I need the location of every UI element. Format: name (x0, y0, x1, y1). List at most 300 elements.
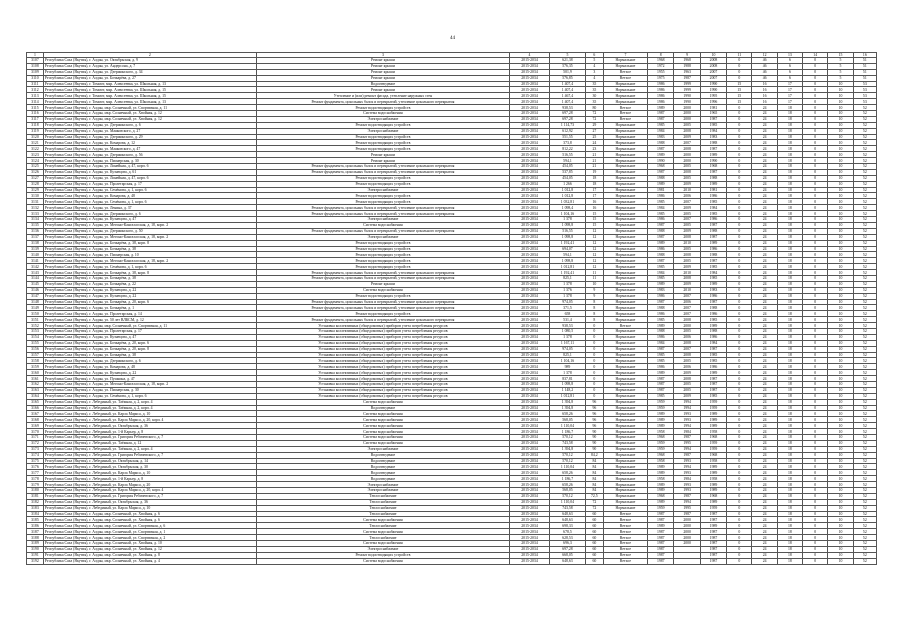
table-cell: 3141 (27, 258, 44, 264)
table-cell: 2015-2034 (509, 370, 549, 376)
table-cell: 24 (752, 541, 777, 547)
table-cell: Нормальное (603, 140, 647, 146)
table-cell: 1959 (648, 505, 674, 511)
table-cell: Республика Саха (Якутия), г. Алдан, ул. Бочкарёва, д. 38 (43, 352, 256, 358)
table-cell: 697,28 (550, 111, 586, 117)
table-cell: 24 (752, 175, 777, 181)
table-cell: 24 (752, 535, 777, 541)
table-cell: 0 (803, 305, 828, 311)
table-cell: 5 (828, 69, 853, 75)
table-cell: 0 (585, 358, 603, 364)
table-cell: Ремонт крыши (256, 69, 509, 75)
table-cell: Нормальное (603, 217, 647, 223)
table-cell: 10 (828, 505, 853, 511)
table-cell: 24 (752, 517, 777, 523)
table-cell: 18 (777, 523, 802, 529)
table-cell: 0 (803, 482, 828, 488)
table-cell: 2005 (674, 122, 700, 128)
table-cell: 24 (752, 523, 777, 529)
table-cell: 18 (777, 446, 802, 452)
table-cell: 24 (752, 305, 777, 311)
table-cell: 18 (777, 228, 802, 234)
table-cell: 1989 (648, 488, 674, 494)
table-cell: 0 (803, 299, 828, 305)
table-cell: 0 (727, 370, 752, 376)
table-cell: 52 (853, 493, 876, 499)
table-cell: 2008 (674, 317, 700, 323)
table-cell: 1 098,4 (550, 205, 586, 211)
table-cell: 0 (803, 458, 828, 464)
table-cell: 0 (727, 69, 752, 75)
table-cell: 46 (752, 58, 777, 64)
table-cell: Утепление и (или) ремонт фасада, утепление наружных стен (256, 93, 509, 99)
table-cell: Нормальное (603, 317, 647, 323)
table-cell: 1985 (700, 275, 726, 281)
table-cell: 1989 (700, 488, 726, 494)
table-cell: 1986 (648, 246, 674, 252)
table-cell: 5 (828, 75, 853, 81)
table-cell: 2007 (674, 305, 700, 311)
table-cell: Республика Саха (Якутия), г. Алдан, ул. Комарова, д. 12 (43, 140, 256, 146)
table-cell: 0 (803, 535, 828, 541)
table-cell: 0 (727, 440, 752, 446)
table-cell: 2015-2034 (509, 411, 549, 417)
table-cell: 0 (727, 328, 752, 334)
table-cell: 5 (828, 63, 853, 69)
table-cell: 0 (727, 376, 752, 382)
table-cell: 10 (828, 334, 853, 340)
table-cell: Ремонт водоотводящих устройств (256, 193, 509, 199)
table-cell: Республика Саха (Якутия), г. Алдан, ул. Комарова, д. 48 (43, 364, 256, 370)
table-cell: 52 (853, 387, 876, 393)
table-cell: 3152 (27, 323, 44, 329)
table-cell: 0 (727, 152, 752, 158)
table-cell: Водоотведение (256, 81, 509, 87)
table-cell: 2005 (674, 246, 700, 252)
table-cell: 80 (585, 105, 603, 111)
table-cell: 2000 (674, 323, 700, 329)
table-cell: Нормальное (603, 452, 647, 458)
table-cell: Республика Саха (Якутия), г. Алдан, ул. Кузнецова, д. 61 (43, 169, 256, 175)
table-cell: Установка коллективных (общедомовых) приборов учета потребления ресурсов (256, 370, 509, 376)
table-cell: 24 (752, 470, 777, 476)
table-cell: Ремонт водоотводящих устройств (256, 175, 509, 181)
table-cell: 11 (585, 275, 603, 281)
table-cell: 0 (727, 517, 752, 523)
table-cell: 1984 (648, 270, 674, 276)
table-cell: Ремонт фундамента, цокольных балок и перекрытий, утепление цокольного перекрытия (256, 228, 509, 234)
table-cell: 1 104,16 (550, 358, 586, 364)
table-cell: 18 (777, 476, 802, 482)
table-cell: 2008 (674, 146, 700, 152)
table-cell: 0 (727, 105, 752, 111)
table-cell: 1 407,4 (550, 81, 586, 87)
table-cell: Республика Саха (Якутия), г. Алдан, ул. Дзержинского, д. 34 (43, 69, 256, 75)
table-cell: Республика Саха (Якутия), г. Алдан, ул. Бочкарёва, д. 38, корп. 8 (43, 240, 256, 246)
table-cell: 2015-2034 (509, 423, 549, 429)
table-cell: 1 110,04 (550, 464, 586, 470)
table-cell: 1958 (648, 458, 674, 464)
table-cell: 576,35 (550, 63, 586, 69)
table-cell: 2007 (674, 293, 700, 299)
table-cell: 1994 (674, 405, 700, 411)
table-cell: 52 (853, 470, 876, 476)
table-cell: 1988 (700, 140, 726, 146)
table-cell: 0 (803, 281, 828, 287)
table-cell: 2015-2034 (509, 222, 549, 228)
table-cell: 52 (853, 146, 876, 152)
table-cell: 2015-2034 (509, 63, 549, 69)
table-cell: Система водоснабжения (256, 517, 509, 523)
table-cell: 52 (853, 187, 876, 193)
table-cell: 1989 (648, 240, 674, 246)
table-cell: Нормальное (603, 493, 647, 499)
table-cell: 3132 (27, 205, 44, 211)
table-cell: Теплоснабжение (256, 535, 509, 541)
table-cell: 0 (803, 116, 828, 122)
table-cell: 52 (853, 311, 876, 317)
table-cell: Республика Саха (Якутия), г. Алдан, ул. Семёнова, д. 1, корп. 6 (43, 199, 256, 205)
table-cell: 10 (828, 211, 853, 217)
table-cell: Ремонт фундамента, цокольных балок и перекрытий, утепление цокольного перекрытия (256, 164, 509, 170)
table-cell: 3160 (27, 370, 44, 376)
table-cell: 10 (828, 122, 853, 128)
table-cell: 52 (853, 399, 876, 405)
table-cell: 621,38 (550, 58, 586, 64)
table-cell: 10 (828, 399, 853, 405)
table-cell: 2015-2034 (509, 175, 549, 181)
table-cell: Республика Саха (Якутия), г. Алдан, ул. Семёнова, д. 1, корп. 6 (43, 187, 256, 193)
table-cell: Нормальное (603, 346, 647, 352)
table-cell: 18 (777, 546, 802, 552)
table-cell: 2015-2034 (509, 205, 549, 211)
table-cell: 1959 (648, 399, 674, 405)
table-cell: 2015-2034 (509, 417, 549, 423)
table-cell: 1985 (700, 264, 726, 270)
table-cell: 53 (853, 93, 876, 99)
table-cell: 1959 (700, 405, 726, 411)
table-cell: 0 (727, 293, 752, 299)
table-cell: 2015-2034 (509, 399, 549, 405)
table-cell: 10 (828, 99, 853, 105)
table-cell: 1987 (648, 517, 674, 523)
table-cell: 2015-2034 (509, 287, 549, 293)
table-cell: 0 (803, 264, 828, 270)
table-cell: 1983 (648, 134, 674, 140)
table-cell: 3149 (27, 305, 44, 311)
table-cell: 52 (853, 240, 876, 246)
table-cell: 2015-2034 (509, 440, 549, 446)
table-cell: 2005 (674, 222, 700, 228)
table-cell: 1 376 (550, 287, 586, 293)
table-cell: 2007 (674, 311, 700, 317)
table-cell: 17 (585, 193, 603, 199)
table-cell: 10 (828, 87, 853, 93)
table-cell: 60 (585, 546, 603, 552)
table-cell: 1987 (700, 234, 726, 240)
table-cell: 52 (853, 417, 876, 423)
table-cell: 52 (853, 517, 876, 523)
table-cell: 52 (853, 523, 876, 529)
table-cell: 18 (777, 328, 802, 334)
table-cell: 12 (585, 246, 603, 252)
table-cell: 1988 (700, 228, 726, 234)
table-cell: 0 (727, 264, 752, 270)
table-cell: 10 (828, 435, 853, 441)
table-cell: 3109 (27, 69, 44, 75)
table-cell: 52 (853, 482, 876, 488)
table-cell: 52 (853, 258, 876, 264)
table-cell: 24 (752, 552, 777, 558)
table-cell: 15 (585, 222, 603, 228)
table-cell: Нормальное (603, 146, 647, 152)
table-cell: 0 (727, 552, 752, 558)
table-cell: 52 (853, 423, 876, 429)
table-cell: Ремонт крыши (256, 63, 509, 69)
table-cell: 18 (777, 411, 802, 417)
table-cell: 0 (727, 116, 752, 122)
table-cell: 3117 (27, 116, 44, 122)
table-cell: 1975 (648, 75, 674, 81)
table-cell: 10 (828, 482, 853, 488)
table-cell: 1985 (648, 352, 674, 358)
table-cell: 3112 (27, 87, 44, 93)
table-cell: Нормальное (603, 429, 647, 435)
table-cell: 0 (803, 58, 828, 64)
table-cell: 10 (828, 470, 853, 476)
table-cell: 10 (828, 205, 853, 211)
table-cell: Нормальное (603, 281, 647, 287)
table-cell: Нормальное (603, 252, 647, 258)
table-cell: 18 (585, 175, 603, 181)
table-cell: 6 (777, 69, 802, 75)
table-cell: 1989 (648, 281, 674, 287)
table-cell: 2015-2034 (509, 281, 549, 287)
table-cell: Республика Саха (Якутия), г. Лебединый, ул. Григория Ребичевского, д. 7 (43, 452, 256, 458)
table-cell: 1993 (674, 458, 700, 464)
column-header: 9 (674, 53, 700, 58)
table-cell: 1 098,8 (550, 234, 586, 240)
table-cell: 96 (585, 411, 603, 417)
table-cell: 52 (853, 546, 876, 552)
table-cell: 10 (828, 458, 853, 464)
table-cell: Республика Саха (Якутия), г. Алдан, ул. Линейная, д. 47, корп. 6 (43, 164, 256, 170)
table-cell: Республика Саха (Якутия), г. Алдан, ул. Комарова, д. 48 (43, 193, 256, 199)
table-cell: 10 (828, 140, 853, 146)
table-cell: 0 (803, 240, 828, 246)
table-cell: 2008 (674, 275, 700, 281)
table-cell: Электроснабжение (256, 234, 509, 240)
table-cell: 0 (727, 393, 752, 399)
table-cell: Нормальное (603, 93, 647, 99)
table-cell: Ремонт водоотводящих устройств (256, 105, 509, 111)
table-cell: 52 (853, 164, 876, 170)
table-cell: Ветхое (603, 517, 647, 523)
table-cell: 2007 (700, 69, 726, 75)
table-cell: 1 192,41 (550, 240, 586, 246)
table-cell: 10 (828, 81, 853, 87)
table-cell: 24 (752, 558, 777, 564)
table-cell: 18 (777, 352, 802, 358)
table-cell: 29 (585, 122, 603, 128)
table-cell: 2015-2034 (509, 246, 549, 252)
table-cell: 0 (803, 488, 828, 494)
table-cell: 10 (828, 417, 853, 423)
table-cell: 2015-2034 (509, 364, 549, 370)
table-cell: Нормальное (603, 476, 647, 482)
table-cell: 1 167,11 (550, 340, 586, 346)
table-cell: 0 (803, 358, 828, 364)
table-cell: 10 (828, 499, 853, 505)
table-cell: 18 (777, 346, 802, 352)
table-cell: Нормальное (603, 435, 647, 441)
table-cell: 0 (727, 299, 752, 305)
table-cell: 10 (828, 246, 853, 252)
table-cell: 21 (585, 152, 603, 158)
table-cell: 10 (828, 511, 853, 517)
table-cell: Ветхое (603, 523, 647, 529)
table-cell: 0 (803, 217, 828, 223)
table-cell: Нормальное (603, 58, 647, 64)
table-cell: 1989 (700, 281, 726, 287)
table-cell: Республика Саха (Якутия), г. Алдан, ул. Семёнова, д. 1, корп. 6 (43, 264, 256, 270)
table-cell: 3124 (27, 158, 44, 164)
table-cell: Нормальное (603, 264, 647, 270)
table-cell: 84,2 (585, 452, 603, 458)
table-cell: 3147 (27, 293, 44, 299)
table-cell: 1989 (700, 470, 726, 476)
table-cell: Нормальное (603, 405, 647, 411)
table-cell: 10 (828, 429, 853, 435)
table-cell: 2009 (674, 228, 700, 234)
table-cell: 23 (585, 146, 603, 152)
table-cell: 0 (727, 482, 752, 488)
table-cell: 18 (777, 435, 802, 441)
table-cell: 1989 (648, 411, 674, 417)
table-cell: 24 (752, 464, 777, 470)
table-cell: 10 (828, 270, 853, 276)
table-cell: 10 (828, 381, 853, 387)
table-cell: Ремонт водоотводящих устройств (256, 258, 509, 264)
table-cell: Водоотведение (256, 452, 509, 458)
table-cell: 1989 (700, 499, 726, 505)
table-cell: Республика Саха (Якутия), г. Алдан, мкр. Солнечный, ул. Спортивная, д. 1 (43, 529, 256, 535)
table-cell: 1985 (700, 358, 726, 364)
table-cell: Система водоснабжения (256, 287, 509, 293)
table-cell: 0 (727, 546, 752, 552)
table-cell: 1987 (700, 381, 726, 387)
table-cell: Ремонт водоотводящих устройств (256, 134, 509, 140)
table-cell: 0 (803, 399, 828, 405)
table-cell: 53 (853, 87, 876, 93)
table-cell: 0 (727, 476, 752, 482)
table-cell: 0 (727, 211, 752, 217)
table-cell: 0 (727, 275, 752, 281)
table-cell: 24 (752, 258, 777, 264)
table-cell: 2015-2034 (509, 505, 549, 511)
table-cell: 1987 (700, 511, 726, 517)
table-cell: 628,53 (550, 535, 586, 541)
table-cell: 18 (777, 111, 802, 117)
table-cell: 1984 (648, 340, 674, 346)
table-cell: 10 (828, 440, 853, 446)
table-cell: 1 114,73 (550, 122, 586, 128)
table-cell: 938,53 (550, 105, 586, 111)
table-cell: 648,63 (550, 517, 586, 523)
table-cell: 18 (777, 146, 802, 152)
table-cell: Система водоснабжения (256, 423, 509, 429)
table-cell: 1968 (648, 452, 674, 458)
table-cell: 1986 (648, 364, 674, 370)
table-cell: Нормальное (603, 299, 647, 305)
table-cell: 10 (828, 340, 853, 346)
table-cell: 0 (727, 429, 752, 435)
table-cell: 60 (585, 552, 603, 558)
table-cell: 3150 (27, 311, 44, 317)
table-cell: Установка коллективных (общедомовых) приборов учета потребления ресурсов (256, 334, 509, 340)
table-cell: 24 (752, 187, 777, 193)
table-cell: 0 (803, 75, 828, 81)
table-cell: Нормальное (603, 134, 647, 140)
table-cell: 10 (828, 287, 853, 293)
table-cell: 18 (777, 305, 802, 311)
table-cell: 18 (777, 340, 802, 346)
table-cell: Республика Саха (Якутия), г. Лебединый, ул. Октябрьская, д. 14 (43, 458, 256, 464)
table-cell: 51 (853, 75, 876, 81)
table-cell: 10 (828, 293, 853, 299)
table-cell: 18 (777, 499, 802, 505)
table-cell: Система водоснабжения (256, 435, 509, 441)
table-cell: 1990 (700, 158, 726, 164)
table-cell: Ремонт водоотводящих устройств (256, 240, 509, 246)
table-cell: 52 (853, 222, 876, 228)
table-cell: Республика Саха (Якутия), г. Лебединый, ул. Октябрьская, д. 36 (43, 423, 256, 429)
table-cell: 72 (585, 116, 603, 122)
table-cell: 0 (803, 187, 828, 193)
table-cell: 1987 (648, 376, 674, 382)
table-cell: 52 (853, 211, 876, 217)
table-cell: 0 (803, 99, 828, 105)
table-cell: 2015-2034 (509, 535, 549, 541)
table-cell: 3148 (27, 299, 44, 305)
table-cell: 24 (752, 405, 777, 411)
table-cell: Электроснабжение (256, 187, 509, 193)
table-cell: 52 (853, 140, 876, 146)
table-cell: 15 (727, 93, 752, 99)
table-cell: 24 (752, 240, 777, 246)
table-cell: 18 (777, 317, 802, 323)
table-cell: 938,53 (550, 323, 586, 329)
table-cell: 825,1 (550, 352, 586, 358)
table-cell: 1993 (674, 488, 700, 494)
table-cell: 0 (585, 340, 603, 346)
table-cell: 2015-2034 (509, 122, 549, 128)
table-cell: 1958 (700, 429, 726, 435)
table-cell: 2015-2034 (509, 158, 549, 164)
table-cell: 3151 (27, 317, 44, 323)
table-cell: 2015-2034 (509, 529, 549, 535)
table-cell: Республика Саха (Якутия), г. Алдан, ул. Кузнецова, д. 22 (43, 370, 256, 376)
table-cell: Республика Саха (Якутия), г. Лебединый, ул. Таёжная, д. 2, корп. 4 (43, 399, 256, 405)
table-cell: 2005 (674, 164, 700, 170)
table-cell: 0 (803, 423, 828, 429)
table-cell: Ветхое (603, 558, 647, 564)
table-cell: Ветхое (603, 69, 647, 75)
table-cell: 0 (727, 381, 752, 387)
table-cell: 2015-2034 (509, 346, 549, 352)
table-cell: 35 (585, 87, 603, 93)
table-cell: 696,3 (550, 541, 586, 547)
